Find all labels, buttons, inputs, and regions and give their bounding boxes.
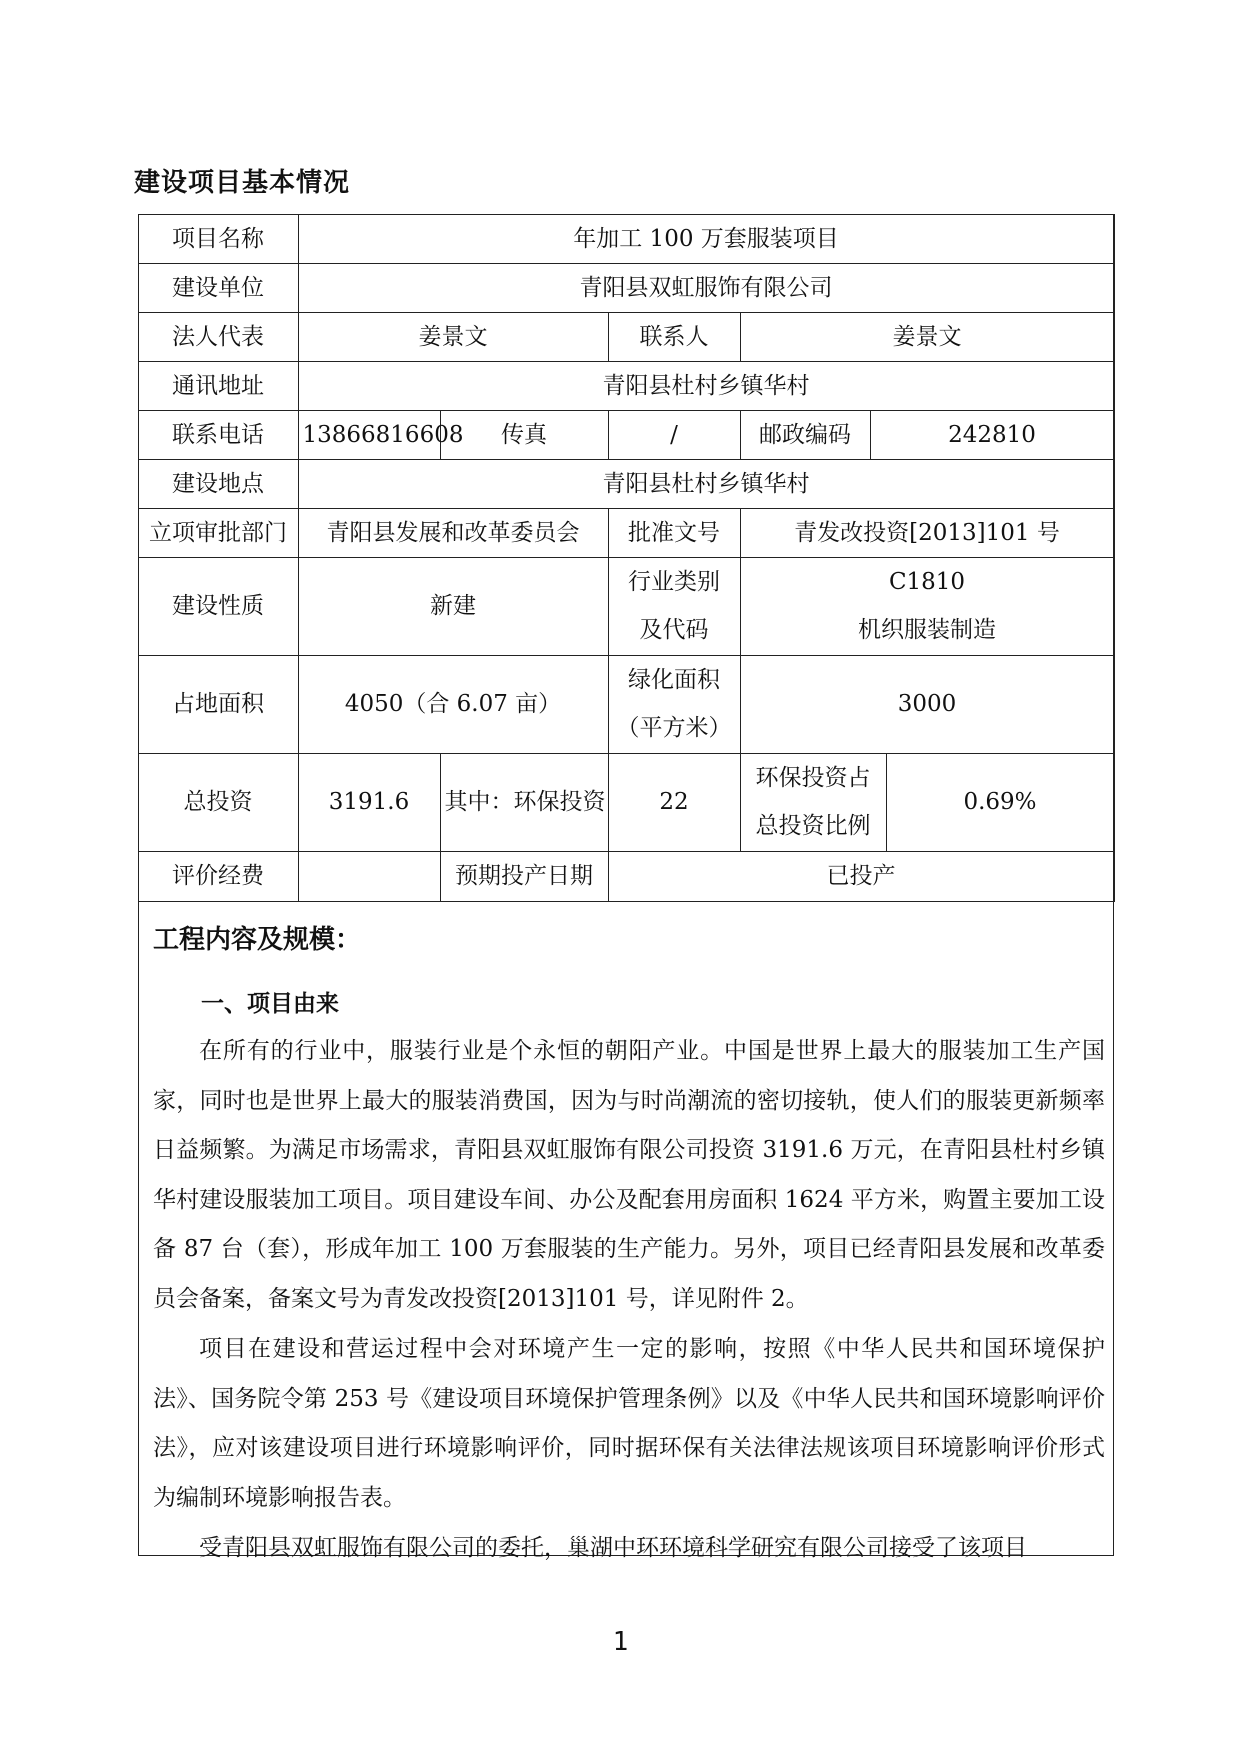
ratio-label	[740, 753, 886, 851]
fee-label: 评价经费	[138, 851, 298, 901]
env-invest-label: 其中：环保投资	[440, 753, 608, 851]
ratio-label-line-2: 总投资比例	[755, 813, 871, 839]
address-value: 青阳县杜村乡镇华村	[298, 361, 1114, 410]
industry-code: C1810	[888, 569, 966, 595]
contact-value: 姜景文	[740, 312, 1114, 361]
project-name-value: 年加工 100 万套服装项目	[298, 214, 1114, 263]
table-row	[138, 459, 1114, 508]
page-title: 建设项目基本情况	[134, 168, 351, 198]
unit-value: 青阳县双虹服饰有限公司	[298, 263, 1114, 312]
site-label: 建设地点	[138, 459, 298, 508]
area-label: 占地面积	[138, 655, 298, 753]
legal-rep-value: 姜景文	[298, 312, 608, 361]
table-row	[138, 655, 1114, 753]
invest-value: 3191.6	[298, 753, 440, 851]
fee-value	[298, 851, 440, 901]
date-label: 预期投产日期	[440, 851, 608, 901]
green-value: 3000	[740, 655, 1114, 753]
approval-no-label: 批准文号	[608, 508, 740, 557]
approval-no-value: 青发改投资[2013]101 号	[740, 508, 1114, 557]
paragraph: 受青阳县双虹服饰有限公司的委托，巢湖中环环境科学研究有限公司接受了该项目	[199, 1535, 1027, 1561]
date-value: 已投产	[608, 851, 1114, 901]
nature-label: 建设性质	[138, 557, 298, 655]
section-title: 工程内容及规模：	[153, 925, 362, 955]
unit-label: 建设单位	[138, 263, 298, 312]
industry-value	[740, 557, 1114, 655]
postcode-value: 242810	[870, 410, 1114, 459]
table-row	[138, 508, 1114, 557]
table-row	[138, 312, 1114, 361]
table-row	[138, 851, 1114, 901]
phone-label: 联系电话	[138, 410, 298, 459]
paragraph: 项目在建设和营运过程中会对环境产生一定的影响，按照《中华人民共和国环境保护法》、国务院令第 253 号《建设项目环境保护管理条例》以及《中华人民共和国环境影响评价法》，应对该建设项目进行环境影响评价，同时据环保有关法律法规该项目环境影响评价形式为编制环境影响报告表。	[153, 1336, 1105, 1511]
contact-label: 联系人	[608, 312, 740, 361]
phone-value: 13866816608	[298, 410, 440, 459]
approval-dept-value: 青阳县发展和改革委员会	[298, 508, 608, 557]
paragraph: 在所有的行业中，服装行业是个永恒的朝阳产业。中国是世界上最大的服装加工生产国家，同时也是世界上最大的服装消费国，因为与时尚潮流的密切接轨，使人们的服装更新频率日益频繁。为满足市场需求，青阳县双虹服饰有限公司投资 3191.6 万元，在青阳县杜村乡镇华村建设服装加工项目。项目建设车间、办公及配套用房面积 1624 平方米，购置主要加工设备 87 台（套），形成年加工 100 万套服装的生产能力。另外，项目已经青阳县发展和改革委员会备案，备案文号为青发改投资[2013]101 号，详见附件 2。	[153, 1038, 1105, 1312]
green-label-line-1: 绿化面积	[628, 667, 720, 693]
table-row	[138, 361, 1114, 410]
industry-label	[608, 557, 740, 655]
page-number: 1	[612, 1627, 629, 1657]
project-info-table	[138, 214, 1115, 902]
fax-value: /	[608, 410, 740, 459]
nature-value: 新建	[298, 557, 608, 655]
table-row	[138, 410, 1114, 459]
invest-label: 总投资	[138, 753, 298, 851]
legal-rep-label: 法人代表	[138, 312, 298, 361]
project-name-label: 项目名称	[138, 214, 298, 263]
postcode-label: 邮政编码	[740, 410, 870, 459]
table-row	[138, 753, 1114, 851]
green-label	[608, 655, 740, 753]
table-row	[138, 557, 1114, 655]
area-value: 4050（合 6.07 亩）	[298, 655, 608, 753]
industry-label-line-1: 行业类别	[628, 569, 720, 595]
env-invest-value: 22	[608, 753, 740, 851]
industry-label-line-2: 及代码	[639, 617, 709, 643]
site-value: 青阳县杜村乡镇华村	[298, 459, 1114, 508]
approval-dept-label: 立项审批部门	[138, 508, 298, 557]
address-label: 通讯地址	[138, 361, 298, 410]
subsection-title: 一、项目由来	[201, 991, 339, 1017]
industry-name: 机织服装制造	[858, 617, 997, 643]
ratio-label-line-1: 环保投资占	[755, 765, 871, 791]
document-frame	[138, 214, 1114, 1561]
green-label-line-2: （平方米）	[616, 715, 732, 741]
ratio-value: 0.69%	[886, 753, 1114, 851]
table-row	[138, 214, 1114, 263]
fax-label: 传真	[440, 410, 608, 459]
table-row	[138, 263, 1114, 312]
